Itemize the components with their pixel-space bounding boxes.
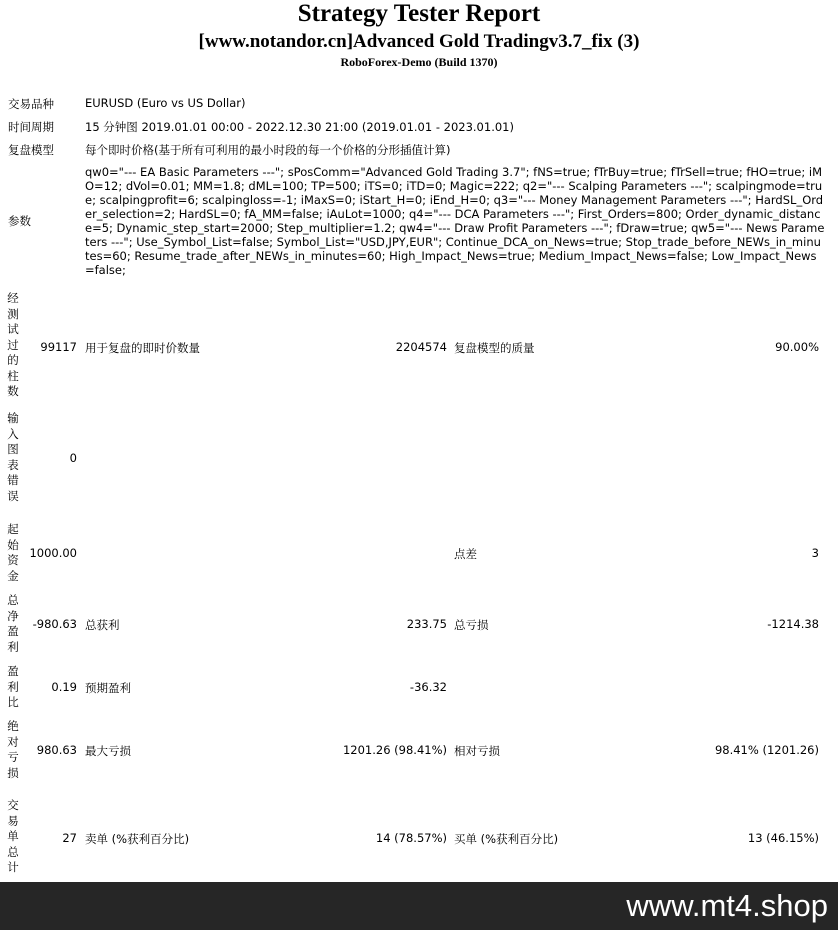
deposit-value: 1000.00	[29, 546, 77, 560]
model-label: 复盘模型	[8, 143, 54, 157]
watermark-text: www.mt4.shop	[626, 888, 828, 923]
net-label: 总净盈利	[7, 593, 19, 654]
model-value: 每个即时价格(基于所有可利用的最小时段的每一个价格的分形插值计算)	[85, 143, 451, 157]
max-dd-value: 1201.26 (98.41%)	[342, 743, 447, 757]
total-trades-label: 交易单总计	[7, 798, 19, 874]
report-server: RoboForex-Demo (Build 1370)	[340, 55, 498, 69]
ticks-label: 用于复盘的即时价数量	[85, 341, 200, 355]
bars-label: 经测试过的柱数	[7, 291, 19, 398]
ticks-value: 2204574	[395, 340, 447, 354]
watermark-bar	[0, 882, 838, 930]
deposit-label: 起始资金	[7, 522, 19, 583]
gross-profit-label: 总获利	[85, 618, 120, 632]
gross-loss-label: 总亏损	[454, 618, 489, 632]
rel-dd-label: 相对亏损	[454, 744, 500, 758]
pf-label: 盈利比	[7, 664, 19, 709]
net-value: -980.63	[32, 617, 77, 631]
bars-value: 99117	[40, 340, 77, 354]
gross-loss-value: -1214.38	[767, 617, 819, 631]
params-label: 参数	[8, 214, 31, 228]
abs-dd-value: 980.63	[36, 743, 77, 757]
report-subtitle: [www.notandor.cn]Advanced Gold Tradingv3.7_fix (3)	[198, 31, 640, 52]
long-value: 13 (46.15%)	[747, 831, 819, 845]
gross-profit-value: 233.75	[406, 617, 447, 631]
total-trades-value: 27	[62, 831, 77, 845]
spread-label: 点差	[454, 547, 477, 561]
spread-value: 3	[811, 546, 819, 560]
report-title: Strategy Tester Report	[297, 0, 541, 27]
short-label: 卖单 (%获利百分比)	[85, 832, 190, 846]
expected-label: 预期盈利	[85, 681, 131, 695]
period-value: 15 分钟图 2019.01.01 00:00 - 2022.12.30 21:00 (2019.01.01 - 2023.01.01)	[85, 120, 514, 134]
quality-value: 90.00%	[775, 340, 819, 354]
quality-label: 复盘模型的质量	[454, 341, 535, 355]
abs-dd-label: 绝对亏损	[7, 719, 19, 780]
errors-label: 输入图表错误	[7, 411, 19, 503]
max-dd-label: 最大亏损	[85, 744, 131, 758]
symbol-label: 交易品种	[8, 97, 54, 111]
expected-value: -36.32	[409, 680, 447, 694]
errors-value: 0	[69, 451, 77, 465]
params-value: qw0="--- EA Basic Parameters ---"; sPosComm="Advanced Gold Trading 3.7"; fNS=true; fTrBuy=true; fTrSell=true; fHO=true; iMO=12; dVol=0.01; MM=1.8; dML=100; TP=500; iTS=0; iTD=0; Magic=222; q2="--- Scalping Parameters ---"; scalpingmode=true; scalpingprofit=6; scalpingloss=-1; iMaxS=0; iStart_H=0; iEnd_H=0; q3="--- Money Management Parameters ---"; HardSL_Order_selection=2; HardSL=0; fA_MM=false; iAuLot=1000; q4="--- DCA Parameters ---"; First_Orders=800; Order_dynamic_distance=5; Dynamic_step_start=2000; Step_multiplier=1.2; qw4="--- Draw Profit Parameters ---"; fDraw=true; qw5="--- News Parameters ---"; Use_Symbol_List=false; Symbol_List="USD,JPY,EUR"; Continue_DCA_on_News=true; Stop_trade_before_NEWs_in_minutes=60; Resume_trade_after_NEWs_in_minutes=60; High_Impact_News=true; Medium_Impact_News=false; Low_Impact_News=false;	[85, 165, 825, 277]
symbol-value: EURUSD (Euro vs US Dollar)	[85, 96, 246, 110]
short-value: 14 (78.57%)	[375, 831, 447, 845]
long-label: 买单 (%获利百分比)	[454, 832, 559, 846]
pf-value: 0.19	[51, 680, 77, 694]
period-label: 时间周期	[8, 120, 54, 134]
rel-dd-value: 98.41% (1201.26)	[714, 743, 819, 757]
